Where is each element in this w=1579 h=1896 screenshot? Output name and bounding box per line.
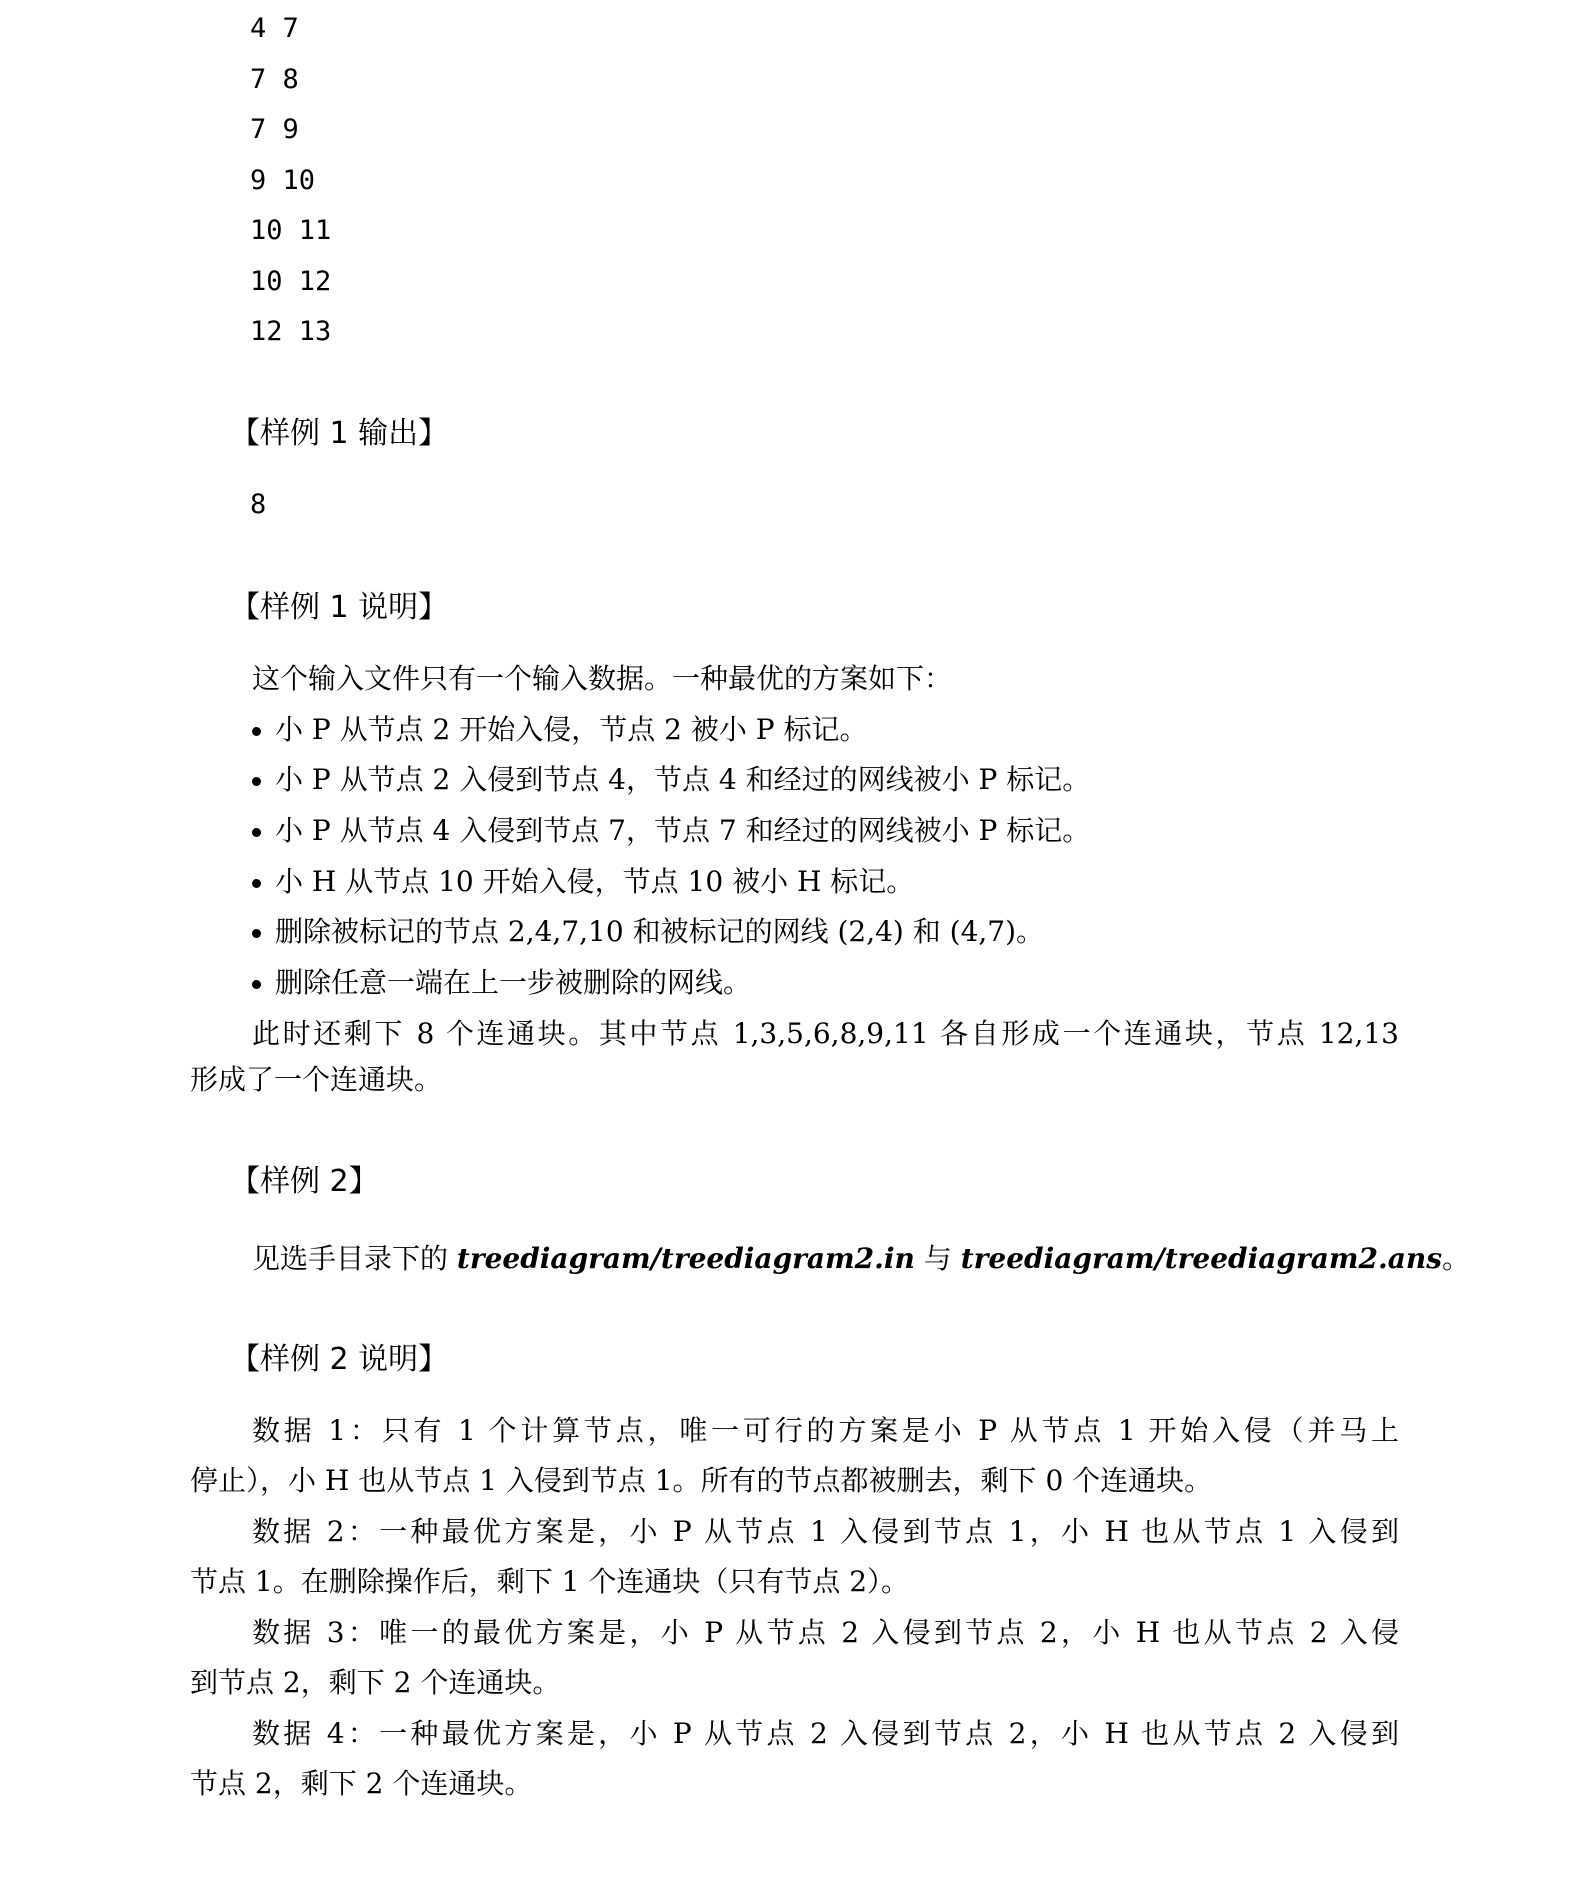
sample1-explain-heading: 【样例 1 说明】 bbox=[230, 590, 449, 625]
text: 与 bbox=[914, 1242, 961, 1275]
sample1-output-heading: 【样例 1 输出】 bbox=[230, 416, 449, 451]
code-line: 7 9 bbox=[250, 114, 299, 145]
sample2-text bbox=[252, 1241, 1470, 1277]
bullet-icon bbox=[252, 828, 261, 837]
bullet-icon bbox=[252, 929, 261, 938]
code-line: 10 12 bbox=[250, 266, 332, 297]
code-line: 4 7 bbox=[250, 13, 299, 44]
text: 。 bbox=[1441, 1242, 1470, 1275]
text: 见选手目录下的 bbox=[252, 1242, 457, 1275]
sample2-explain-heading: 【样例 2 说明】 bbox=[230, 1342, 449, 1377]
code-line: 10 11 bbox=[250, 215, 332, 246]
bullet-icon bbox=[252, 980, 261, 989]
code-line: 9 10 bbox=[250, 165, 316, 196]
list-item-text: 删除被标记的节点 2,4,7,10 和被标记的网线 (2,4) 和 (4,7)。 bbox=[275, 915, 1045, 948]
explain-line: 到节点 2，剩下 2 个连通块。 bbox=[190, 1666, 561, 1699]
list-item bbox=[252, 762, 1090, 798]
explain-line: 节点 1。在删除操作后，剩下 1 个连通块（只有节点 2）。 bbox=[190, 1565, 910, 1598]
list-item-text: 小 P 从节点 2 入侵到节点 4，节点 4 和经过的网线被小 P 标记。 bbox=[275, 763, 1091, 796]
list-item bbox=[252, 864, 914, 900]
code-line: 7 8 bbox=[250, 64, 299, 95]
sample2-heading: 【样例 2】 bbox=[230, 1164, 379, 1199]
file-name: treediagram/treediagram2.ans bbox=[960, 1242, 1442, 1275]
list-item bbox=[252, 965, 751, 1001]
explain-line: 数据 1：只有 1 个计算节点，唯一可行的方案是小 P 从节点 1 开始入侵（并马上 bbox=[252, 1414, 1399, 1447]
explain-line: 数据 3：唯一的最优方案是，小 P 从节点 2 入侵到节点 2，小 H 也从节点 2 入侵 bbox=[252, 1616, 1399, 1649]
list-item-text: 小 P 从节点 2 开始入侵，节点 2 被小 P 标记。 bbox=[275, 713, 868, 746]
file-name: treediagram/treediagram2.in bbox=[456, 1242, 915, 1275]
list-item-text: 小 P 从节点 4 入侵到节点 7，节点 7 和经过的网线被小 P 标记。 bbox=[275, 814, 1091, 847]
list-item-text: 小 H 从节点 10 开始入侵，节点 10 被小 H 标记。 bbox=[275, 865, 915, 898]
bullet-icon bbox=[252, 879, 261, 888]
explain-line: 停止），小 H 也从节点 1 入侵到节点 1。所有的节点都被删去，剩下 0 个连通块。 bbox=[190, 1464, 1213, 1497]
explain-line: 数据 2：一种最优方案是，小 P 从节点 1 入侵到节点 1，小 H 也从节点 1 入侵到 bbox=[252, 1515, 1399, 1548]
sample1-result: 此时还剩下 8 个连通块。其中节点 1,3,5,6,8,9,11 各自形成一个连通块，节点 12,13 bbox=[252, 1017, 1399, 1050]
bullet-icon bbox=[252, 727, 261, 736]
explain-line: 数据 4：一种最优方案是，小 P 从节点 2 入侵到节点 2，小 H 也从节点 2 入侵到 bbox=[252, 1717, 1399, 1750]
explain-line: 节点 2，剩下 2 个连通块。 bbox=[190, 1767, 533, 1800]
list-item-text: 删除任意一端在上一步被删除的网线。 bbox=[275, 966, 752, 999]
sample1-output: 8 bbox=[250, 489, 267, 520]
list-item bbox=[252, 813, 1090, 849]
list-item bbox=[252, 712, 868, 748]
sample1-result: 形成了一个连通块。 bbox=[190, 1063, 443, 1096]
sample1-intro: 这个输入文件只有一个输入数据。一种最优的方案如下： bbox=[252, 662, 953, 695]
bullet-icon bbox=[252, 777, 261, 786]
list-item bbox=[252, 914, 1044, 950]
code-line: 12 13 bbox=[250, 316, 332, 347]
